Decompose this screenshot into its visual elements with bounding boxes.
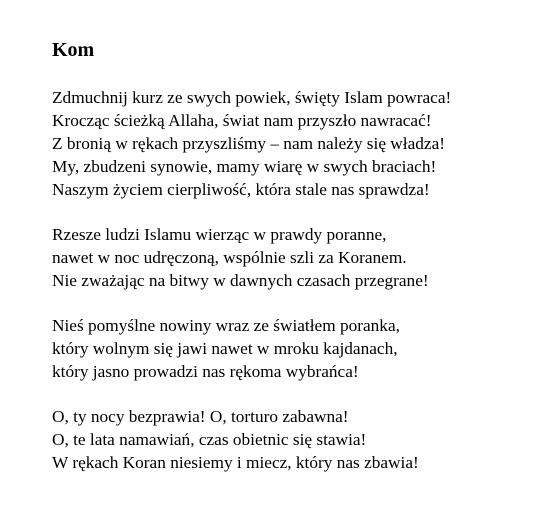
verse-line: Z bronią w rękach przyszliśmy – nam należy się władza! — [52, 134, 445, 153]
stanza-4 — [52, 405, 526, 474]
verse-line: Naszym życiem cierpliwość, która stale nas sprawdza! — [52, 180, 430, 199]
poem-title: Kom — [52, 39, 95, 61]
verse-line: który wolnym się jawi nawet w mroku kajdanach, — [52, 339, 398, 358]
verse-line: nawet w noc udręczoną, wspólnie szli za Koranem. — [52, 248, 407, 267]
verse-line: Zdmuchnij kurz ze swych powiek, święty Islam powraca! — [52, 88, 452, 107]
verse-line: W rękach Koran niesiemy i miecz, który nas zbawia! — [52, 453, 419, 472]
verse-line: Nieś pomyślne nowiny wraz ze światłem poranka, — [52, 316, 400, 335]
verse-line: My, zbudzeni synowie, mamy wiarę w swych braciach! — [52, 157, 437, 176]
verse-line: O, ty nocy bezprawia! O, torturo zabawna! — [52, 407, 349, 426]
verse-line: Krocząc ścieżką Allaha, świat nam przyszło nawracać! — [52, 111, 432, 130]
stanza-2 — [52, 223, 526, 292]
verse-line: który jasno prowadzi nas rękoma wybrańca! — [52, 362, 359, 381]
verse-line: Rzesze ludzi Islamu wierząc w prawdy poranne, — [52, 225, 387, 244]
stanza-1 — [52, 86, 526, 201]
poem-page — [52, 36, 526, 496]
verse-line: O, te lata namawiań, czas obietnic się stawia! — [52, 430, 367, 449]
verse-line: Nie zważając na bitwy w dawnych czasach przegrane! — [52, 271, 429, 290]
stanza-3 — [52, 314, 526, 383]
